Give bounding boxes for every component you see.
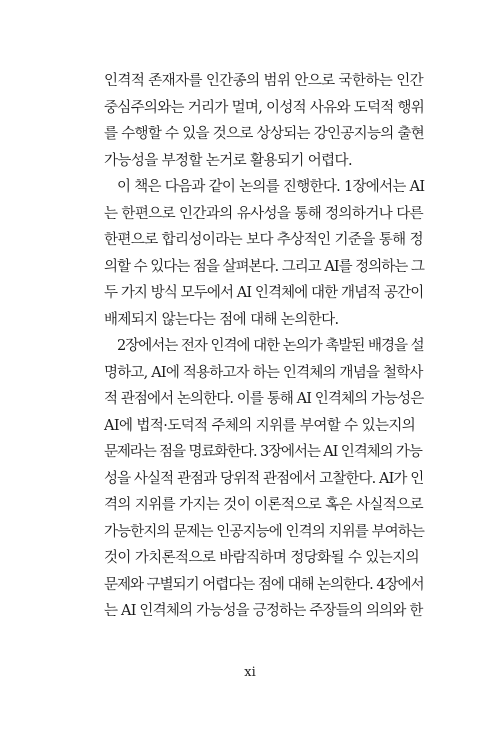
text-line-1: 인격적 존재자를 인간종의 범위 안으로 국한하는 인간 — [104, 73, 424, 89]
text-line-6: 는 한편으로 인간과의 유사성을 통해 정의하거나 다른 — [104, 205, 424, 222]
text-line-3: 를 수행할 수 있을 것으로 상상되는 강인공지능의 출현 — [104, 126, 425, 142]
text-line-4: 가능성을 부정할 논거로 활용되기 어렵다. — [104, 152, 352, 169]
text-line-12: 명하고, AI에 적용하고자 하는 인격체의 개념을 철학사 — [104, 364, 423, 381]
text-line-8: 의할 수 있다는 점을 살펴본다. 그리고 AI를 정의하는 그 — [104, 258, 424, 275]
text-line-14: AI에 법적·도덕적 주체의 지위를 부여할 수 있는지의 — [104, 417, 416, 434]
text-line-10: 배제되지 않는다는 점에 대해 논의한다. — [104, 311, 339, 328]
page-number: xi — [244, 665, 256, 680]
text-line-7: 한편으로 합리성이라는 보다 추상적인 기준을 통해 정 — [104, 232, 424, 248]
text-line-19: 것이 가치론적으로 바람직하며 정당화될 수 있는지의 — [104, 550, 419, 566]
body-text — [104, 68, 424, 625]
text-line-21: 는 AI 인격체의 가능성을 긍정하는 주장들의 의의와 한 — [104, 603, 423, 619]
text-line-5: 이 책은 다음과 같이 논의를 진행한다. 1장에서는 AI — [117, 179, 425, 195]
text-line-16: 성을 사실적 관점과 당위적 관점에서 고찰한다. AI가 인 — [104, 470, 424, 487]
text-line-17: 격의 지위를 가지는 것이 이론적으로 혹은 사실적으로 — [104, 497, 424, 513]
text-line-9: 두 가지 방식 모두에서 AI 인격체에 대한 개념적 공간이 — [104, 285, 424, 301]
text-line-15: 문제라는 점을 명료화한다. 3장에서는 AI 인격체의 가능 — [104, 444, 422, 460]
text-line-18: 가능한지의 문제는 인공지능에 인격의 지위를 부여하는 — [104, 523, 425, 540]
text-line-11: 2장에서는 전자 인격에 대한 논의가 촉발된 배경을 설 — [117, 338, 424, 354]
text-line-2: 중심주의와는 거리가 멀며, 이성적 사유와 도덕적 행위 — [104, 99, 425, 116]
text-line-13: 적 관점에서 논의한다. 이를 통해 AI 인격체의 가능성은 — [104, 391, 424, 407]
text-line-20: 문제와 구별되기 어렵다는 점에 대해 논의한다. 4장에서 — [104, 576, 424, 593]
